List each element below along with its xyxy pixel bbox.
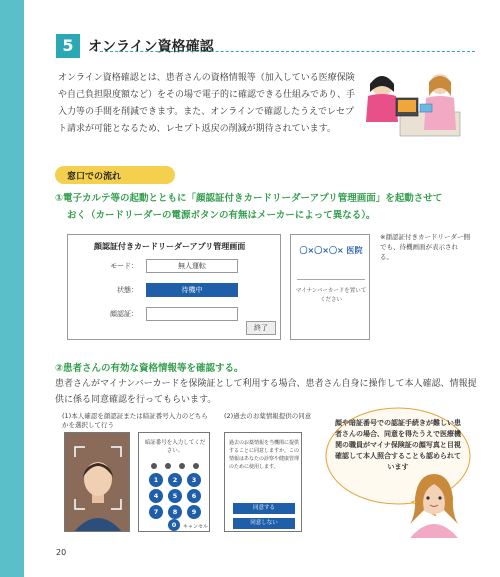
- section-title: オンライン資格確認: [88, 39, 214, 55]
- section-number-badge: 5: [56, 34, 80, 58]
- flow-tag: [55, 166, 175, 184]
- pin-dot: [165, 463, 171, 469]
- intro-paragraph: オンライン資格確認とは、患者さんの資格情報等（加入している医療保険や自己負担限度額など）をその場で電子的に確認できる仕組みであり、手入力等の手間を削減できます。また、オンラインで確認したうえでレセプト請求が可能となるため、レセプト返戻の削減が期待されています。: [58, 73, 356, 134]
- step1-line1: ①電子カルテ等の起動とともに「顔認証付きカードリーダーアプリ管理画面」を起動させて: [55, 193, 443, 204]
- face-auth-label: 顔認証：: [110, 310, 138, 318]
- consent-screen: [224, 432, 302, 532]
- pin-key-6[interactable]: 6: [187, 489, 201, 503]
- reader-instruction: マイナンバーカードを置いてください: [295, 288, 367, 303]
- staff-illustration: [398, 468, 470, 538]
- close-button[interactable]: 終了: [246, 321, 276, 335]
- pin-dot: [151, 463, 157, 469]
- step1-line2: おく（カードリーダーの電源ボタンの有無はメーカーによって異なる）。: [67, 210, 376, 221]
- face-icon: [65, 433, 130, 532]
- page-number: 20: [56, 548, 67, 557]
- mode-label: モード：: [110, 262, 138, 270]
- status-label: 状態：: [117, 286, 138, 294]
- step1-instruction: [55, 190, 475, 224]
- speech-bubble-text: 顔や暗証番号での認証手続きが難しい患者さんの場合、同意を得たうえで医療機関の職員がマイナ保険証の顔写真と目視確認して本人照合することも認められています: [335, 419, 461, 471]
- reader-divider: [297, 279, 365, 280]
- face-auth-value: [146, 307, 238, 321]
- flow-tag-label: 窓口での流れ: [67, 172, 122, 182]
- pin-key-2[interactable]: 2: [168, 473, 182, 487]
- consent-question: 過去のお薬情報を当機関に提供することに同意しますか。この情報はあなたの診察や健康管理のために使用します。: [229, 440, 300, 470]
- card-reader-standby-screen: [290, 234, 370, 340]
- side-color-bar: [0, 0, 24, 577]
- pin-key-9[interactable]: 9: [187, 505, 201, 519]
- pin-key-0[interactable]: 0: [168, 519, 180, 531]
- reader-app-management-screen: [67, 234, 281, 340]
- section-divider: [100, 51, 475, 52]
- management-screen-title: 顔認証付きカードリーダーアプリ管理画面: [94, 242, 246, 251]
- status-value: 待機中: [146, 283, 238, 297]
- pin-dot: [179, 463, 185, 469]
- agree-button[interactable]: 同意する: [233, 503, 295, 514]
- pin-cancel-button[interactable]: キャンセル: [183, 524, 209, 530]
- section-header: [56, 34, 476, 60]
- consent-caption: (2)過去のお薬情報提供の同意: [224, 412, 312, 420]
- pin-key-1[interactable]: 1: [149, 473, 163, 487]
- pin-key-5[interactable]: 5: [168, 489, 182, 503]
- face-auth-camera-view: [64, 432, 130, 532]
- clinic-name: 〇×〇×〇× 医院: [299, 246, 363, 255]
- pin-key-7[interactable]: 7: [149, 505, 163, 519]
- reception-illustration: [350, 66, 470, 142]
- pin-key-4[interactable]: 4: [149, 489, 163, 503]
- mode-value: 無人運転: [146, 259, 238, 273]
- pin-prompt: 暗証番号を入力してください。: [144, 440, 206, 454]
- step2-body: 患者さんがマイナンバーカードを保険証として利用する場合、患者さん自身に操作して本人確認、情報提供に係る同意確認を行ってもらいます。: [55, 379, 477, 405]
- pin-key-8[interactable]: 8: [168, 505, 182, 519]
- pin-entry-screen: [138, 432, 210, 532]
- pin-key-3[interactable]: 3: [187, 473, 201, 487]
- step2-title: ②患者さんの有効な資格情報等を確認する。: [55, 363, 244, 374]
- identity-check-caption: (1)本人確認を顔認証または暗証番号入力のどちらかを選択して行う: [62, 412, 208, 429]
- pin-dots: [151, 463, 199, 469]
- reader-note: ※顔認証付きカードリーダー側でも、待機画面が表示される。: [380, 233, 470, 261]
- disagree-button[interactable]: 同意しない: [233, 518, 295, 529]
- pin-dot: [193, 463, 199, 469]
